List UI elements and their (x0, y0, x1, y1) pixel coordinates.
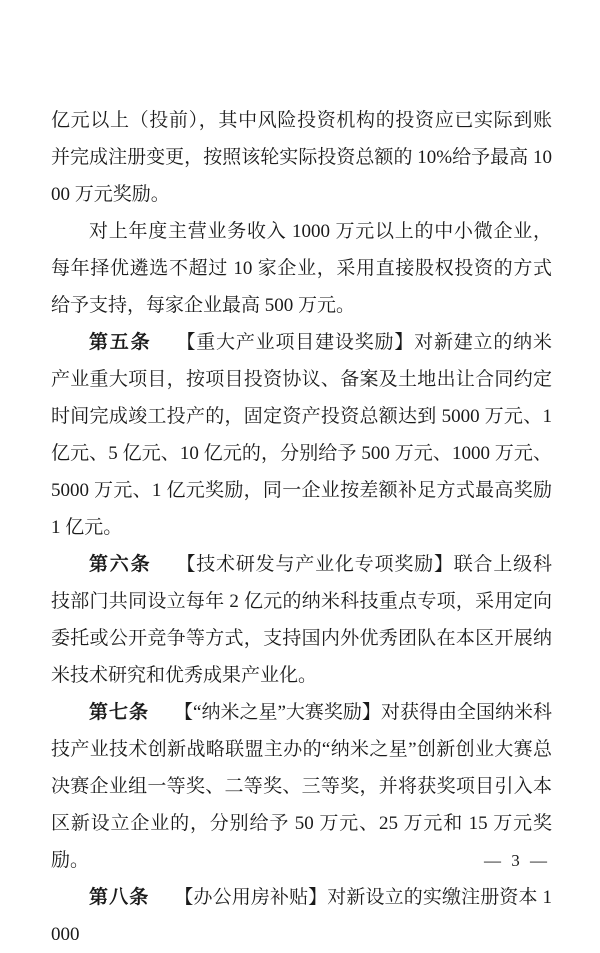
article-number: 第八条 (89, 887, 150, 908)
paragraph-text: 【“纳米之星”大赛奖励】对获得由全国纳米科技产业技术创新战略联盟主办的“纳米之星”创新创业大赛总决赛企业组一等奖、二等奖、三等奖，并将获奖项目引入本区新设立企业的，分别给予 50 万元、25 万元和 15 万元奖励。 (51, 702, 552, 871)
paragraph-text: 亿元以上（投前），其中风险投资机构的投资应已实际到账并完成注册变更，按照该轮实际投资总额的 10%给予最高 1000 万元奖励。 (51, 110, 552, 205)
paragraph-text: 对上年度主营业务收入 1000 万元以上的中小微企业，每年择优遴选不超过 10 家企业，采用直接股权投资的方式给予支持，每家企业最高 500 万元。 (51, 221, 552, 316)
paragraph-text: 【重大产业项目建设奖励】对新建立的纳米产业重大项目，按项目投资协议、备案及土地出让合同约定时间完成竣工投产的，固定资产投资总额达到 5000 万元、1 亿元、5 亿元、10 亿元的，分别给予 500 万元、1000 万元、5000 万元、1 亿元奖励，同一企业按差额补足方式最高奖励 1 亿元。 (51, 332, 552, 538)
page-number: — 3 — (484, 851, 550, 870)
paragraph (51, 324, 552, 546)
paragraph-text: 【办公用房补贴】对新设立的实缴注册资本 1000 (51, 887, 552, 945)
paragraph-text: 【技术研发与产业化专项奖励】联合上级科技部门共同设立每年 2 亿元的纳米科技重点专项，采用定向委托或公开竞争等方式，支持国内外优秀团队在本区开展纳米技术研究和优秀成果产业化。 (51, 554, 552, 686)
paragraph (51, 694, 552, 879)
paragraph (51, 102, 552, 213)
article-number: 第七条 (89, 702, 150, 723)
article-number: 第六条 (89, 554, 152, 575)
paragraph (51, 213, 552, 324)
paragraph (51, 879, 552, 953)
article-number: 第五条 (89, 332, 152, 353)
document-body (51, 102, 552, 953)
paragraph (51, 546, 552, 694)
